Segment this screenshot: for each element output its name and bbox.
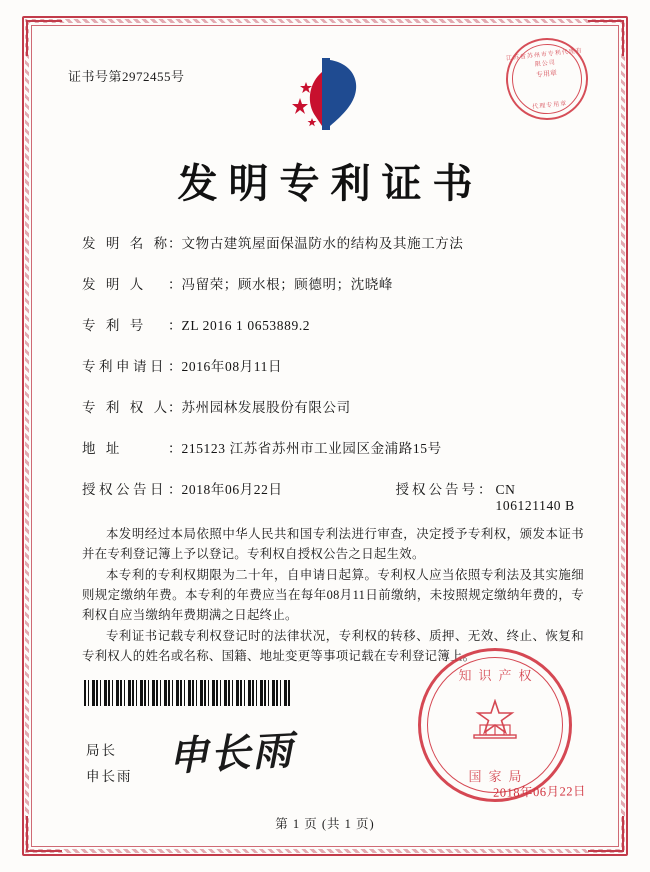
field-colon: ： — [168, 482, 182, 497]
field-row-address — [82, 437, 580, 457]
certificate-fields — [82, 232, 580, 535]
corner-ornament-top-left — [26, 20, 62, 56]
field-row-inventors — [82, 273, 580, 293]
field-value: ZL 2016 1 0653889.2 — [181, 318, 311, 333]
field-value: 苏州园林发展股份有限公司 — [181, 400, 351, 415]
field-row-application-date — [82, 355, 580, 375]
field-label: 授权公告日 — [82, 482, 167, 497]
field-row-invention-name — [82, 232, 580, 252]
field-label: 发 明 人 — [82, 277, 147, 292]
signature-block — [86, 738, 133, 790]
field-value-secondary: CN 106121140 B — [495, 482, 575, 513]
field-label: 地 址 — [82, 441, 123, 456]
field-colon: ： — [168, 318, 182, 333]
field-colon-secondary: ： — [478, 482, 492, 497]
page-title: 发明专利证书 — [177, 161, 484, 206]
handwritten-signature: 申长雨 — [167, 727, 296, 780]
field-value: 215123 江苏省苏州市工业园区金浦路15号 — [181, 441, 442, 456]
field-value: 2018年06月22日 — [181, 482, 283, 497]
field-row-grant-announcement — [82, 478, 580, 514]
seal-date-stamp: 2018年06月22日 — [492, 784, 587, 800]
seal-center-text: 专用章 — [535, 69, 558, 80]
official-seal-bottom-text: 国家局 — [468, 769, 529, 784]
legal-paragraph: 本发明经过本局依照中华人民共和国专利法进行审查，决定授予专利权，颁发本证书并在专利登记簿上予以登记。专利权自授权公告之日起生效。 — [82, 527, 584, 561]
field-colon: ： — [168, 236, 182, 251]
legal-paragraph: 专利证书记载专利权登记时的法律状况，专利权的转移、质押、无效、终止、恢复和专利权人的姓名或名称、国籍、地址变更等事项记载在专利登记簿上。 — [82, 629, 584, 663]
field-colon: ： — [168, 400, 182, 415]
seal-bottom-text: 代理专用章 — [532, 101, 568, 111]
field-value: 文物古建筑屋面保温防水的结构及其施工方法 — [181, 236, 464, 251]
field-label-secondary: 授权公告号 — [395, 482, 478, 497]
field-value: 冯留荣；顾水根；顾德明；沈晓峰 — [181, 277, 393, 292]
signatory-role: 局长 — [86, 743, 117, 758]
signatory-name: 申长雨 — [86, 769, 133, 784]
seal-top-arc-text: 江苏省苏州市专利代理有限公司 — [505, 48, 584, 69]
national-emblem-icon — [464, 699, 526, 751]
official-seal-top-text: 知识产权 — [458, 668, 539, 683]
field-row-patentee — [82, 396, 580, 416]
barcode — [84, 680, 290, 706]
official-seal-stamp — [418, 648, 572, 802]
corner-ornament-top-right — [588, 20, 624, 56]
field-label: 专 利 权 人 — [82, 400, 171, 415]
page-footer: 第 1 页 (共 1 页) — [275, 817, 375, 831]
field-value: 2016年08月11日 — [181, 359, 283, 374]
patent-office-emblem-icon — [286, 52, 370, 138]
certificate-number: 证书号第2972455号 — [68, 69, 185, 84]
field-label: 发 明 名 称 — [82, 236, 171, 251]
legal-paragraph: 本专利的专利权期限为二十年，自申请日起算。专利权人应当依照专利法及其实施细则规定缴纳年费。本专利的年费应当在每年08月11日前缴纳，未按照规定缴纳年费的，专利权自应当缴纳年费期满之日起终止。 — [82, 568, 584, 622]
field-colon: ： — [168, 441, 182, 456]
field-colon: ： — [168, 359, 182, 374]
field-label: 专 利 号 — [82, 318, 147, 333]
field-colon: ： — [168, 277, 182, 292]
legal-body-text — [82, 524, 584, 667]
field-row-patent-number — [82, 314, 580, 334]
field-label: 专利申请日 — [82, 359, 167, 374]
